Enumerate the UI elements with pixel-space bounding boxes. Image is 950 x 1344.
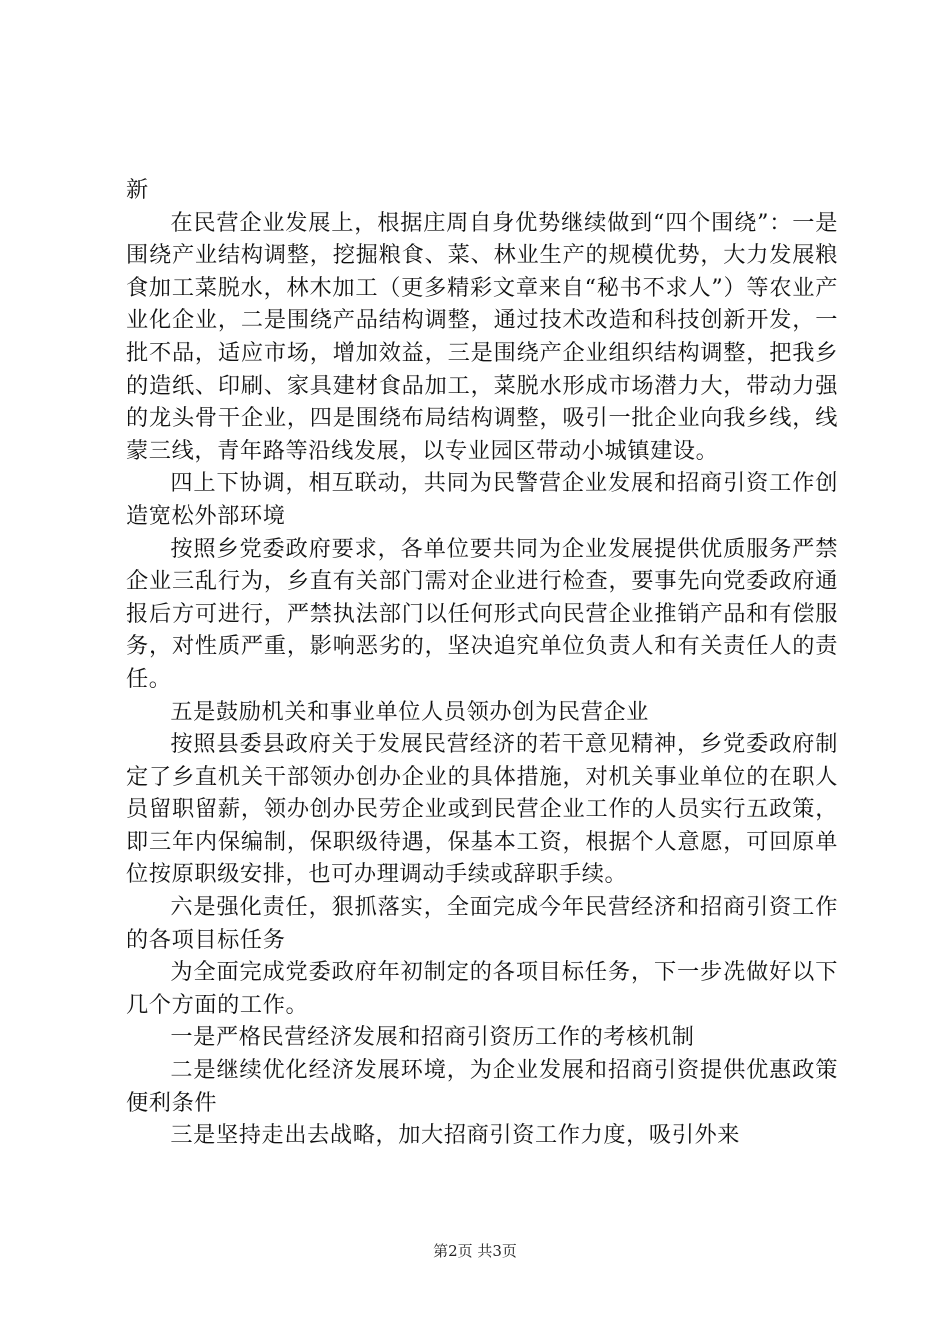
section-heading-responsibility: 六是强化责任，狠抓落实，全面完成今年民营经济和招商引资工作的各项目标任务 [126, 894, 838, 953]
paragraph-next-steps: 为全面完成党委政府年初制定的各项目标任务，下一步冼做好以下几个方面的工作。 [126, 959, 838, 1018]
section-heading-encourage-staff: 五是鼓励机关和事业单位人员领办创为民营企业 [170, 698, 649, 725]
list-item-go-out-strategy: 三是坚持走出去战略，加大招商引资工作力度，吸引外来 [170, 1122, 741, 1149]
paragraph-private-enterprise-development: 在民营企业发展上，根据庄周自身优势继续做到“四个围绕”：一是围绕产业结构调整，挖掘粮食、菜、林业生产的规模优势，大力发展粮食加工菜脱水，林木加工（更多精彩文章来自“秘书不求人”）等农业产业化企业，二是围绕产品结构调整，通过技术改造和科技创新开发，一批不品，适应市场，增加效益，三是围绕产企业组织结构调整，把我乡的造纸、印刷、家具建材食品加工，菜脱水形成市场潜力大，带动力强的龙头骨干企业，四是围绕布局结构调整，吸引一批企业向我乡线，线蒙三线，青年路等沿线发展，以专业园区带动小城镇建设。 [126, 209, 838, 464]
document-body [126, 174, 838, 1152]
page-number-footer: 第2页 共3页 [433, 1242, 517, 1260]
list-item-assessment: 一是严格民营经济发展和招商引资历工作的考核机制 [170, 1024, 695, 1051]
section-heading-coordination: 四上下协调，相互联动，共同为民警营企业发展和招商引资工作创造宽松外部环境 [126, 470, 838, 529]
paragraph-encourage-staff: 按照县委县政府关于发展民营经济的若干意见精神，乡党委政府制定了乡直机关干部领办创办企业的具体措施，对机关事业单位的在职人员留职留薪，领办创办民劳企业或到民营企业工作的人员实行五政策，即三年内保编制，保职级待遇，保基本工资，根据个人意愿，可回原单位按原职级安排，也可办理调动手续或辞职手续。 [126, 731, 838, 888]
list-item-environment: 二是继续优化经济发展环境，为企业发展和招商引资提供优惠政策便利条件 [126, 1057, 838, 1116]
paragraph-continuation: 新 [126, 177, 149, 203]
paragraph-coordination: 按照乡党委政府要求，各单位要共同为企业发展提供优质服务严禁企业三乱行为，乡直有关部门需对企业进行检查，要事先向党委政府通报后方可进行，严禁执法部门以任何形式向民营企业推销产品和有偿服务，对性质严重，影响恶劣的，坚决追究单位负责人和有关责任人的责任。 [126, 535, 838, 692]
